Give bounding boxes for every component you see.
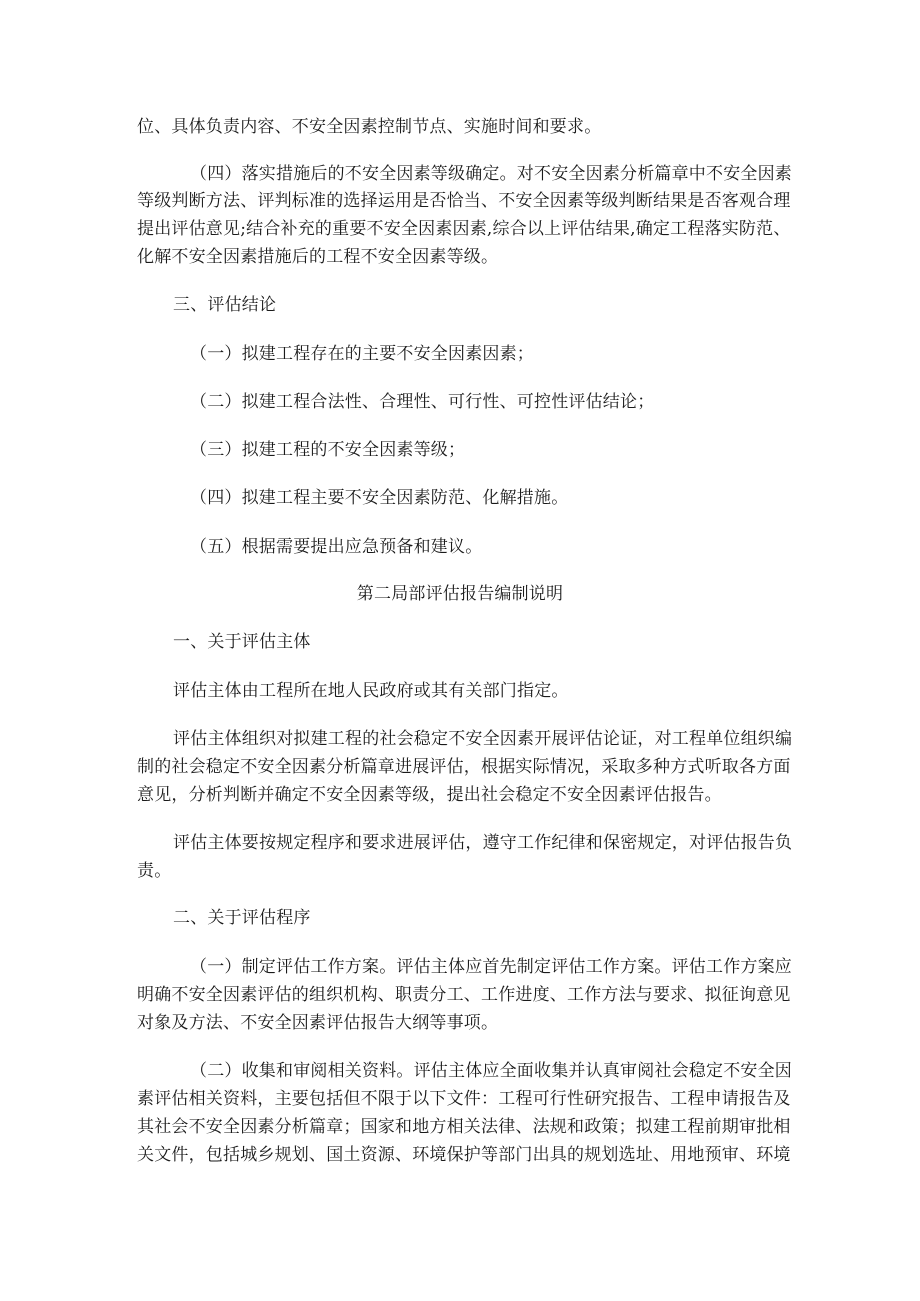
list-item: （一）拟建工程存在的主要不安全因素因素； bbox=[190, 344, 534, 364]
list-item: （三）拟建工程的不安全因素等级； bbox=[190, 440, 466, 460]
paragraph-line: 评估主体由工程所在地人民政府或其有关部门指定。 bbox=[173, 681, 569, 701]
list-item: （二）拟建工程合法性、合理性、可行性、可控性评估结论； bbox=[190, 392, 655, 412]
paragraph-line: 评估主体组织对拟建工程的社会稳定不安全因素开展评估论证，对工程单位组织编 bbox=[173, 729, 793, 749]
paragraph-line: 关文件，包括城乡规划、国土资源、环境保护等部门出具的规划选址、用地预审、环境 bbox=[137, 1145, 791, 1165]
list-item: （四）拟建工程主要不安全因素防范、化解措施。 bbox=[190, 488, 569, 508]
paragraph-line: 意见，分析判断并确定不安全因素等级，提出社会稳定不安全因素评估报告。 bbox=[137, 785, 722, 805]
paragraph-line: 等级判断方法、评判标准的选择运用是否恰当、不安全因素等级判断结果是否客观合理 bbox=[137, 191, 791, 211]
paragraph-line: 化解不安全因素措施后的工程不安全因素等级。 bbox=[137, 247, 499, 267]
paragraph-line: （四）落实措施后的不安全因素等级确定。对不安全因素分析篇章中不安全因素 bbox=[190, 164, 792, 184]
section-heading: 三、评估结论 bbox=[173, 295, 277, 315]
paragraph-line: 责。 bbox=[137, 861, 172, 881]
paragraph-line: 提出评估意见;结合补充的重要不安全因素因素,综合以上评估结果,确定工程落实防范、 bbox=[137, 219, 791, 239]
paragraph-line: 素评估相关资料，主要包括但不限于以下文件：工程可行性研究报告、工程申请报告及 bbox=[137, 1089, 791, 1109]
paragraph-line: （一）制定评估工作方案。评估主体应首先制定评估工作方案。评估工作方案应 bbox=[190, 957, 792, 977]
paragraph-line: 位、具体负责内容、不安全因素控制节点、实施时间和要求。 bbox=[137, 117, 602, 137]
paragraph-line: 其社会不安全因素分析篇章；国家和地方相关法律、法规和政策；拟建工程前期审批相 bbox=[137, 1117, 791, 1137]
paragraph-line: （二）收集和审阅相关资料。评估主体应全面收集并认真审阅社会稳定不安全因 bbox=[190, 1061, 792, 1081]
section-heading: 二、关于评估程序 bbox=[173, 908, 311, 928]
paragraph-line: 对象及方法、不安全因素评估报告大纲等事项。 bbox=[137, 1013, 499, 1033]
list-item: （五）根据需要提出应急预备和建议。 bbox=[190, 537, 483, 557]
part-title: 第二局部评估报告编制说明 bbox=[356, 584, 564, 604]
paragraph-line: 制的社会稳定不安全因素分析篇章进展评估，根据实际情况，采取多种方式听取各方面 bbox=[137, 757, 791, 777]
section-heading: 一、关于评估主体 bbox=[173, 632, 311, 652]
paragraph-line: 明确不安全因素评估的组织机构、职责分工、工作进度、工作方法与要求、拟征询意见 bbox=[137, 985, 791, 1005]
paragraph-line: 评估主体要按规定程序和要求进展评估，遵守工作纪律和保密规定，对评估报告负 bbox=[173, 833, 793, 853]
